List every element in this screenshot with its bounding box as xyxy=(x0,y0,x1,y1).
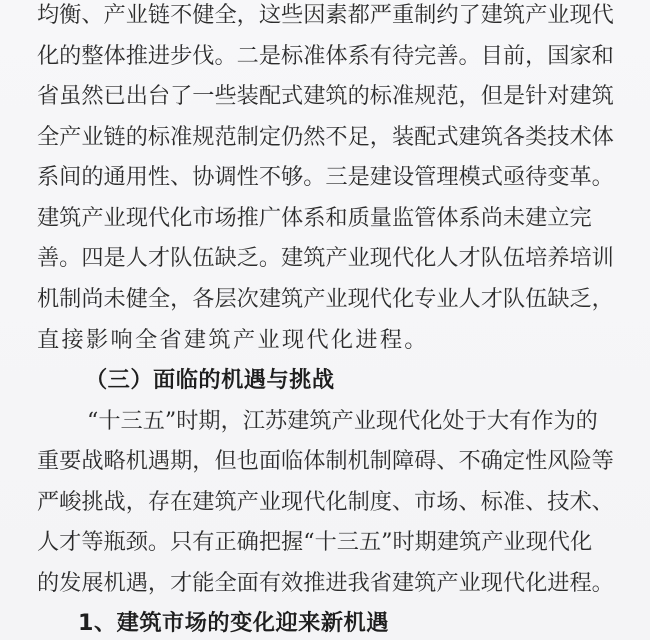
subsection-heading: 1、建筑市场的变化迎来新机遇 xyxy=(78,610,389,636)
paragraph-line: 均衡、产业链不健全，这些因素都严重制约了建筑产业现代 xyxy=(37,2,614,28)
paragraph-line: 省虽然已出台了一些装配式建筑的标准规范，但是针对建筑 xyxy=(37,83,614,109)
paragraph-line: 严峻挑战，存在建筑产业现代化制度、市场、标准、技术、 xyxy=(37,489,614,515)
paragraph-line: 系间的通用性、协调性不够。三是建设管理模式亟待变革。 xyxy=(37,164,614,190)
section-heading: （三）面临的机遇与挑战 xyxy=(85,367,335,393)
paragraph-line: 善。四是人才队伍缺乏。建筑产业现代化人才队伍培养培训 xyxy=(37,245,614,271)
paragraph-line: 直接影响全省建筑产业现代化进程。 xyxy=(37,327,429,353)
paragraph-line: 全产业链的标准规范制定仍然不足，装配式建筑各类技术体 xyxy=(37,124,614,150)
paragraph-line: 重要战略机遇期，但也面临体制机制障碍、不确定性风险等 xyxy=(37,448,614,474)
paragraph-line: 化的整体推进步伐。二是标准体系有待完善。目前，国家和 xyxy=(37,43,614,69)
paragraph-line: 建筑产业现代化市场推广体系和质量监管体系尚未建立完 xyxy=(37,205,592,231)
paragraph-line: 机制尚未健全，各层次建筑产业现代化专业人才队伍缺乏， xyxy=(37,286,614,312)
paragraph-line: “十三五”时期，江苏建筑产业现代化处于大有作为的 xyxy=(87,408,598,434)
paragraph-line: 人才等瓶颈。只有正确把握“十三五”时期建筑产业现代化 xyxy=(37,529,593,555)
paragraph-line: 的发展机遇，才能全面有效推进我省建筑产业现代化进程。 xyxy=(37,570,614,596)
